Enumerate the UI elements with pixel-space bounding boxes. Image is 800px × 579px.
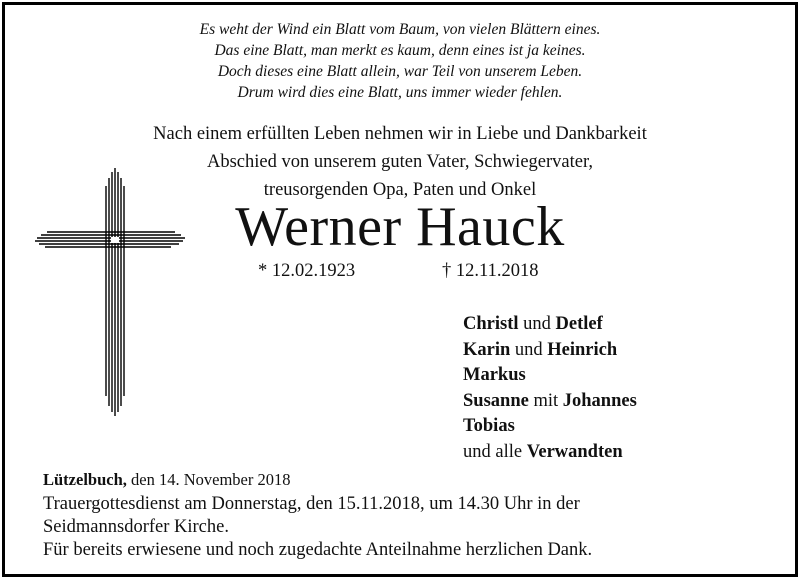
note-line: Seidmannsdorfer Kirche. xyxy=(43,517,229,537)
mourner-line xyxy=(463,338,637,364)
mourner-name: Karin xyxy=(463,339,511,360)
mourner-name: Markus xyxy=(463,365,526,386)
note-line: Für bereits erwiesene und noch zugedachte Anteilnahme herzlichen Dank. xyxy=(43,540,593,560)
mourner-line xyxy=(463,312,637,338)
mourner-name: Tobias xyxy=(463,416,515,437)
poem-line: Drum wird dies eine Blatt, uns immer wieder fehlen. xyxy=(237,84,563,101)
intro-line: treusorgenden Opa, Paten und Onkel xyxy=(263,180,537,200)
death-date: † 12.11.2018 xyxy=(442,261,539,281)
note-line: Trauergottesdienst am Donnerstag, den 15.11.2018, um 14.30 Uhr in der xyxy=(43,494,580,514)
mourner-name: Heinrich xyxy=(547,339,618,360)
mourner-line xyxy=(463,389,637,415)
connector: und xyxy=(510,339,548,360)
poem-line: Es weht der Wind ein Blatt vom Baum, von vielen Blättern eines. xyxy=(199,21,601,38)
poem-line: Doch dieses eine Blatt allein, war Teil von unserem Leben. xyxy=(217,63,583,80)
service-notes xyxy=(43,493,592,562)
place-date xyxy=(43,470,290,490)
mourner-name: Detlef xyxy=(555,314,603,334)
mourner-name: Johannes xyxy=(562,390,637,411)
date: den 14. November 2018 xyxy=(126,470,291,489)
connector: und xyxy=(518,314,556,334)
mourner-name: Susanne xyxy=(463,390,529,411)
obituary-card xyxy=(2,2,798,577)
mourner-line xyxy=(463,363,637,389)
poem xyxy=(5,19,795,103)
mourner-line xyxy=(463,440,637,466)
mourner-name: Christl xyxy=(463,314,519,334)
place: Lützelbuch, xyxy=(43,470,127,489)
deceased-name: Werner Hauck xyxy=(235,196,565,258)
connector: und alle xyxy=(463,441,527,462)
birth-date: * 12.02.1923 xyxy=(258,261,356,281)
mourner-line xyxy=(463,414,637,440)
mourners-list xyxy=(463,312,637,466)
poem-line: Das eine Blatt, man merkt es kaum, denn eines ist ja keines. xyxy=(214,42,586,59)
mourner-name: Verwandten xyxy=(526,441,623,462)
intro-line: Nach einem erfüllten Leben nehmen wir in Liebe und Dankbarkeit xyxy=(153,124,647,144)
connector: mit xyxy=(528,390,563,411)
intro-line: Abschied von unserem guten Vater, Schwiegervater, xyxy=(206,152,594,172)
